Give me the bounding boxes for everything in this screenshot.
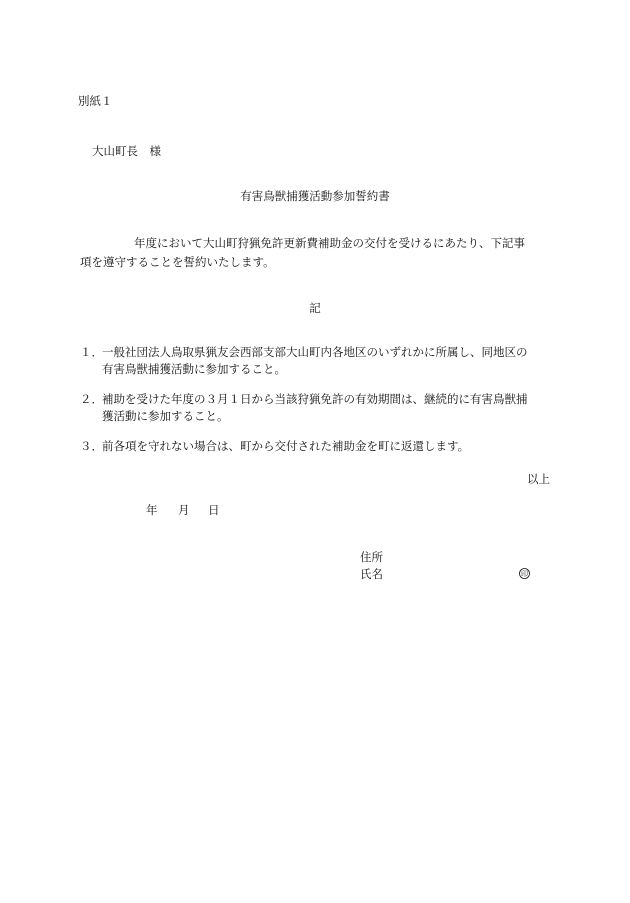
seal-char: 印 — [521, 570, 528, 579]
item-number-3: ３． — [80, 439, 103, 453]
item-1-line-1: 一般社団法人鳥取県猟友会西部支部大山町内各地区のいずれかに所属し、同地区の — [102, 345, 528, 359]
item-2-line-2: 獲活動に参加すること。 — [102, 409, 229, 423]
document-title: 有害鳥獣捕獲活動参加誓約書 — [240, 189, 390, 203]
item-3-line-1: 前各項を守れない場合は、町から交付された補助金を町に返還します。 — [102, 439, 470, 453]
closing-text: 以上 — [527, 472, 550, 486]
date-month-label: 月 — [178, 503, 190, 517]
name-label: 氏名 — [360, 567, 383, 581]
date-year-label: 年 — [146, 503, 158, 517]
address-label: 住所 — [360, 550, 383, 564]
intro-line-2: 項を遵守することを誓約いたします。 — [80, 255, 275, 269]
item-2-line-1: 補助を受けた年度の３月１日から当該狩猟免許の有効期間は、継続的に有害鳥獣捕 — [102, 392, 528, 406]
item-number-2: ２． — [80, 392, 103, 406]
item-1-line-2: 有害鳥獣捕獲活動に参加すること。 — [102, 362, 286, 376]
addressee: 大山町長 様 — [92, 144, 161, 158]
seal-icon — [519, 568, 530, 579]
attachment-label: 別紙１ — [78, 94, 113, 108]
item-number-1: １． — [80, 345, 103, 359]
intro-line-1: 年度において大山町狩猟免許更新費補助金の交付を受けるにあたり、下記事 — [134, 236, 525, 250]
ki-heading: 記 — [309, 301, 321, 315]
date-day-label: 日 — [208, 503, 220, 517]
